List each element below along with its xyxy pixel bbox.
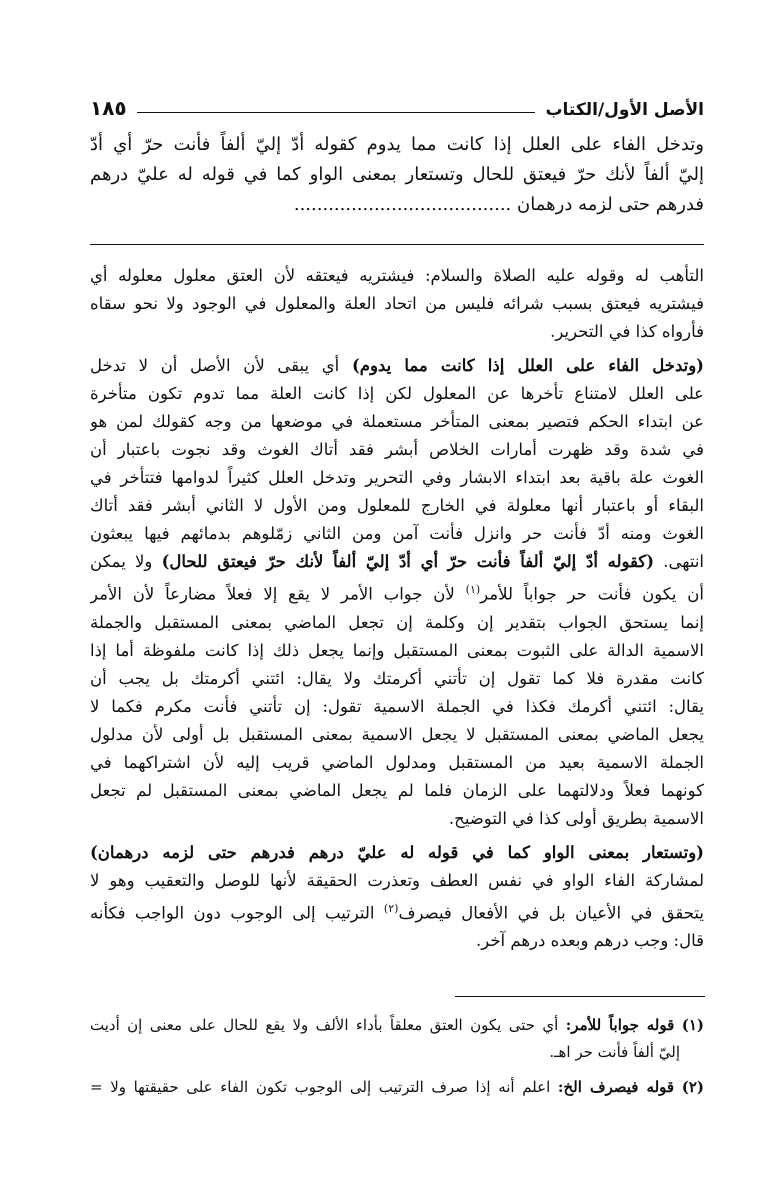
footnote-text: اعلم أنه إذا صرف الترتيب إلى الوجوب تكون الفاء على حقيقتها ولا = [90, 1078, 551, 1096]
matn-line: إليّ ألفاً لأنك حرّ فيعتق للحال وتستعار بمعنى الواو كما في قوله له عليّ درهم [90, 164, 704, 185]
footnote-text: أي حتى يكون العتق معلقاً بأداء الألف ولا يقع للحال على معنى إن أديت [90, 1016, 559, 1034]
commentary-text-run: أن يكون فأنت حر جواباً للأمر [480, 584, 704, 604]
commentary-text-run: انتهى. [663, 552, 704, 571]
commentary-line: فيشتريه فيعتق بسبب شرائه فليس من اتحاد العلة والمعلول في الوجود ولا نحو سقاه [90, 294, 704, 313]
commentary-line: يقال: ائتني أكرمك فكذا في الجملة الاسمية تقول: إن تأتني فأنت مكرم فكما لا [90, 696, 704, 716]
commentary-text-run: الترتيب إلى الوجوب دون الواجب فكأنه [90, 903, 375, 922]
page-number: ١٨٥ [90, 96, 127, 120]
matn-line [90, 190, 704, 220]
commentary-line: كونهما فعلاً ودلالتهما على الزمان فلما لم يجعل الماضي بمعنى المستقبل لم تجعل [90, 780, 704, 800]
footnote-marker: (٢) [383, 901, 399, 915]
footnote-number: (١) [681, 1016, 704, 1034]
footnote-label: قوله جواباً للأمر: [565, 1016, 675, 1034]
commentary-text-run: ولا يمكن [90, 552, 153, 571]
commentary-line: الاسمية الدالة على الثبوت بمعنى المستقبل وإنما يجعل ذلك إذا كانت ملفوظة أما إذا [90, 640, 704, 660]
matn-separator-rule [90, 244, 704, 245]
commentary-line [90, 895, 704, 928]
commentary-line: إنما يستحق الجواب بتقدير إن وكلمة إن تجعل الماضي بمعنى المستقبل والجملة [90, 612, 704, 632]
header-rule [137, 112, 536, 113]
quoted-matn: (وتستعار بمعنى الواو كما في قوله له عليّ درهم فدرهم حتى لزمه درهمان) [90, 842, 704, 862]
commentary-line: التأهب له وقوله عليه الصلاة والسلام: فيشتريه فيعتقه لأن العتق معلول معلوله أي [90, 266, 704, 285]
commentary-line: الجملة الاسمية بعيد من المستقبل ومدلول الماضي قريب إليه لأن اشتراكهما في [90, 752, 704, 772]
commentary-line: لمشاركة الفاء الواو في نفس العطف وتعذرت الحقيقة لأنها للوصل والتعقيب وهو لا [90, 870, 704, 890]
footnote-1-cont: إليّ ألفاً فأنت حر اهـ. [549, 1043, 680, 1061]
commentary-line: الغوث علة باقية بعد ابتداء الابشار وفي التحرير وتدخل العلل كثيراً لدوامها فتتأخر في [90, 468, 704, 487]
commentary-text-run: أي يبقى لأن الأصل أن لا تدخل [90, 356, 340, 375]
commentary-line: في شدة وقد ظهرت أمارات الخلاص أبشر فقد أتاك الغوث وقد نجوت باعتبار أن [90, 440, 704, 459]
commentary-text [90, 262, 704, 955]
dotted-leader: ...................................... [293, 194, 512, 215]
quoted-matn: (كقوله أدّ إليّ ألفاً فأنت حرّ أي أدّ إليّ ألفاً لأنك حرّ فيعتق للحال) [161, 552, 655, 571]
commentary-line: فأرواه كذا في التحرير. [550, 322, 704, 341]
commentary-line: عن ابتداء الحكم فتصير بمعنى المتأخر مستعملة في موضعها من وجه كقولك لمن هو [90, 412, 704, 431]
footnote-2 [90, 1074, 704, 1101]
footnote-1 [90, 1012, 704, 1039]
commentary-line: يجعل الماضي بمعنى المستقبل لا يجعل الاسمية بمعنى المستقبل بل أولى لأن مدلول [90, 724, 704, 744]
matn-text [90, 130, 704, 220]
footnote-separator-rule [455, 996, 705, 997]
commentary-line: الغوث ومنه أدّ فأنت حر وانزل فأنت آمن ومن الثاني زمّلوهم بدمائهم فيها يبعثون [90, 524, 704, 543]
commentary-line [90, 548, 704, 576]
commentary-text-run: لأن جواب الأمر لا يقع إلا فعلاً مضارعاً لأن الأمر [90, 584, 455, 604]
footnote-number: (٢) [681, 1078, 704, 1096]
commentary-line: على العلل لامتناع تأخرها عن المعلول لكن إذا كانت العلة مما تدوم تكون متأخرة [90, 384, 704, 403]
commentary-text-run: يتحقق في الأعيان بل في الأفعال فيصرف [398, 903, 704, 922]
footnote-marker: (١) [465, 583, 481, 596]
commentary-line: قال: وجب درهم وبعده درهم آخر. [475, 931, 704, 950]
commentary-line [90, 576, 704, 609]
matn-line-text: فدرهم حتى لزمه درهمان [517, 194, 704, 215]
commentary-line: الاسمية بطريق أولى كذا في التوضيح. [448, 808, 704, 828]
running-head: الأصل الأول/الكتاب [545, 100, 704, 120]
footnote-label: قوله فيصرف الخ: [557, 1078, 675, 1096]
matn-line: وتدخل الفاء على العلل إذا كانت مما يدوم كقوله أدّ إليّ ألفاً فأنت حرّ أي أدّ [90, 134, 704, 155]
quoted-matn: (وتدخل الفاء على العلل إذا كانت مما يدوم) [351, 356, 704, 375]
page-header [90, 86, 704, 120]
commentary-line [90, 352, 704, 380]
commentary-line: كانت مقدرة فلا كما تقول إن تأتني أكرمتك ولا يقال: ائتني أكرمتك بل يجب أن [90, 668, 704, 688]
footnotes [90, 1012, 704, 1101]
commentary-line: البقاء أو باعتبار أنها معلولة في الخارج للمعلول ومن الأول لا الثاني أبشر فقد أتاك [90, 496, 704, 515]
